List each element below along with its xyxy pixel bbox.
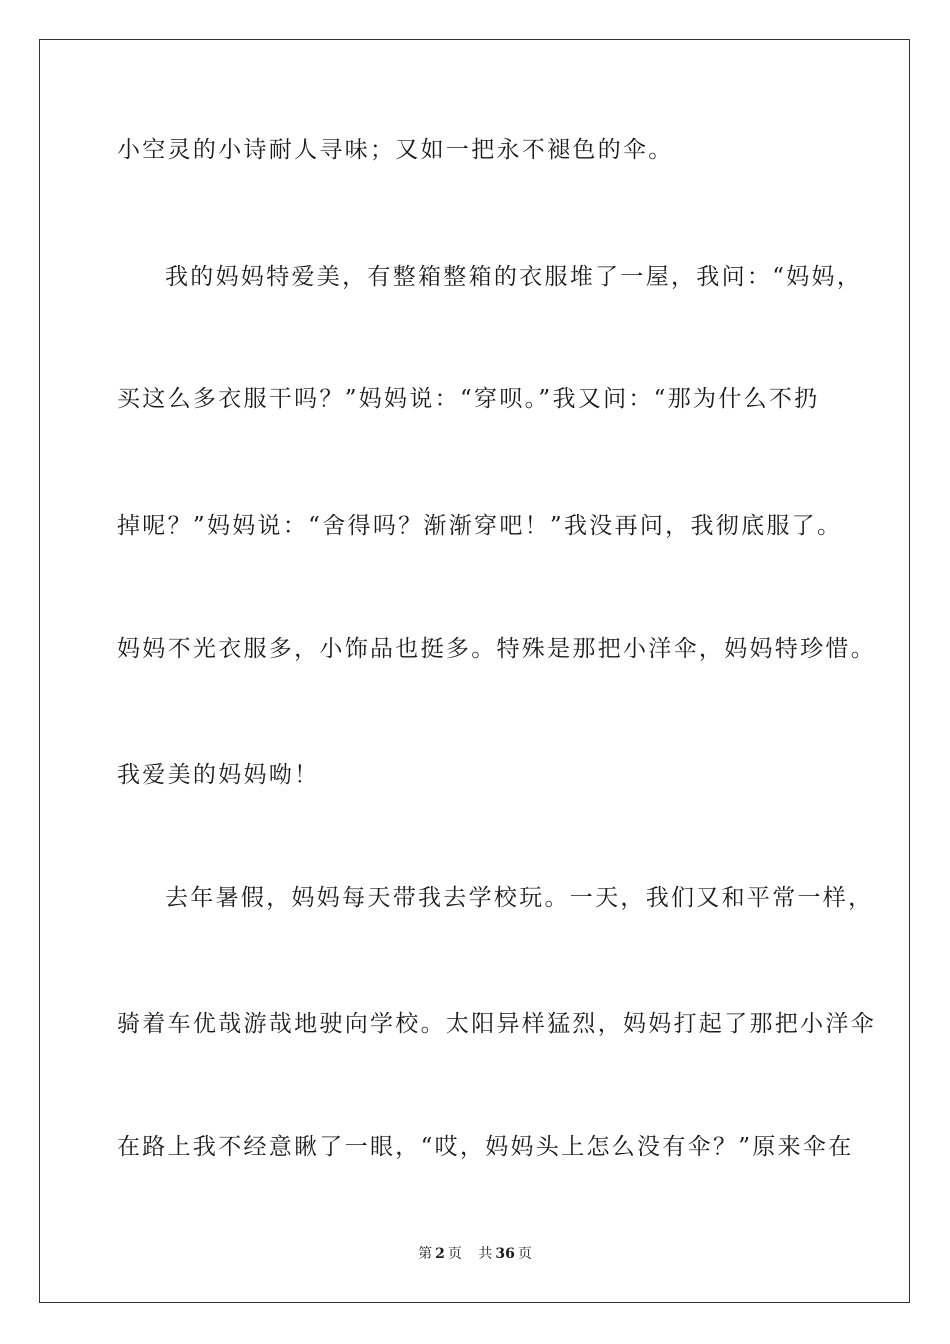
page-footer [0,1245,950,1263]
page-border [39,39,910,1303]
page-number: 2 [435,1246,445,1262]
total-suffix: 页 [517,1246,532,1262]
text-line-9: 在路上我不经意瞅了一眼，“哎，妈妈头上怎么没有伞？”原来伞在 [117,1134,854,1160]
text-line-1: 小空灵的小诗耐人寻味；又如一把永不褪色的伞。 [117,137,674,163]
text-line-3: 买这么多衣服干吗？”妈妈说：“穿呗。”我又问：“那为什么不扔 [117,386,820,412]
total-pages: 36 [495,1246,515,1262]
text-line-7: 去年暑假，妈妈每天带我去学校玩。一天，我们又和平常一样， [165,885,874,911]
text-line-2: 我的妈妈特爱美，有整箱整箱的衣服堆了一屋，我问：“妈妈， [165,264,863,290]
total-indicator [475,1246,534,1262]
text-line-4: 掉呢？”妈妈说：“舍得吗？渐渐穿吧！”我没再问，我彻底服了。 [117,513,843,539]
page-indicator [415,1246,465,1262]
text-line-5: 妈妈不光衣服多，小饰品也挺多。特殊是那把小洋伞，妈妈特珍惜。 [117,636,876,662]
total-prefix: 共 [478,1246,493,1262]
text-line-6: 我爱美的妈妈呦！ [117,762,320,788]
page-prefix: 第 [418,1246,433,1262]
page-suffix: 页 [447,1246,462,1262]
text-line-8: 骑着车优哉游哉地驶向学校。太阳异样猛烈，妈妈打起了那把小洋伞 [117,1011,876,1037]
